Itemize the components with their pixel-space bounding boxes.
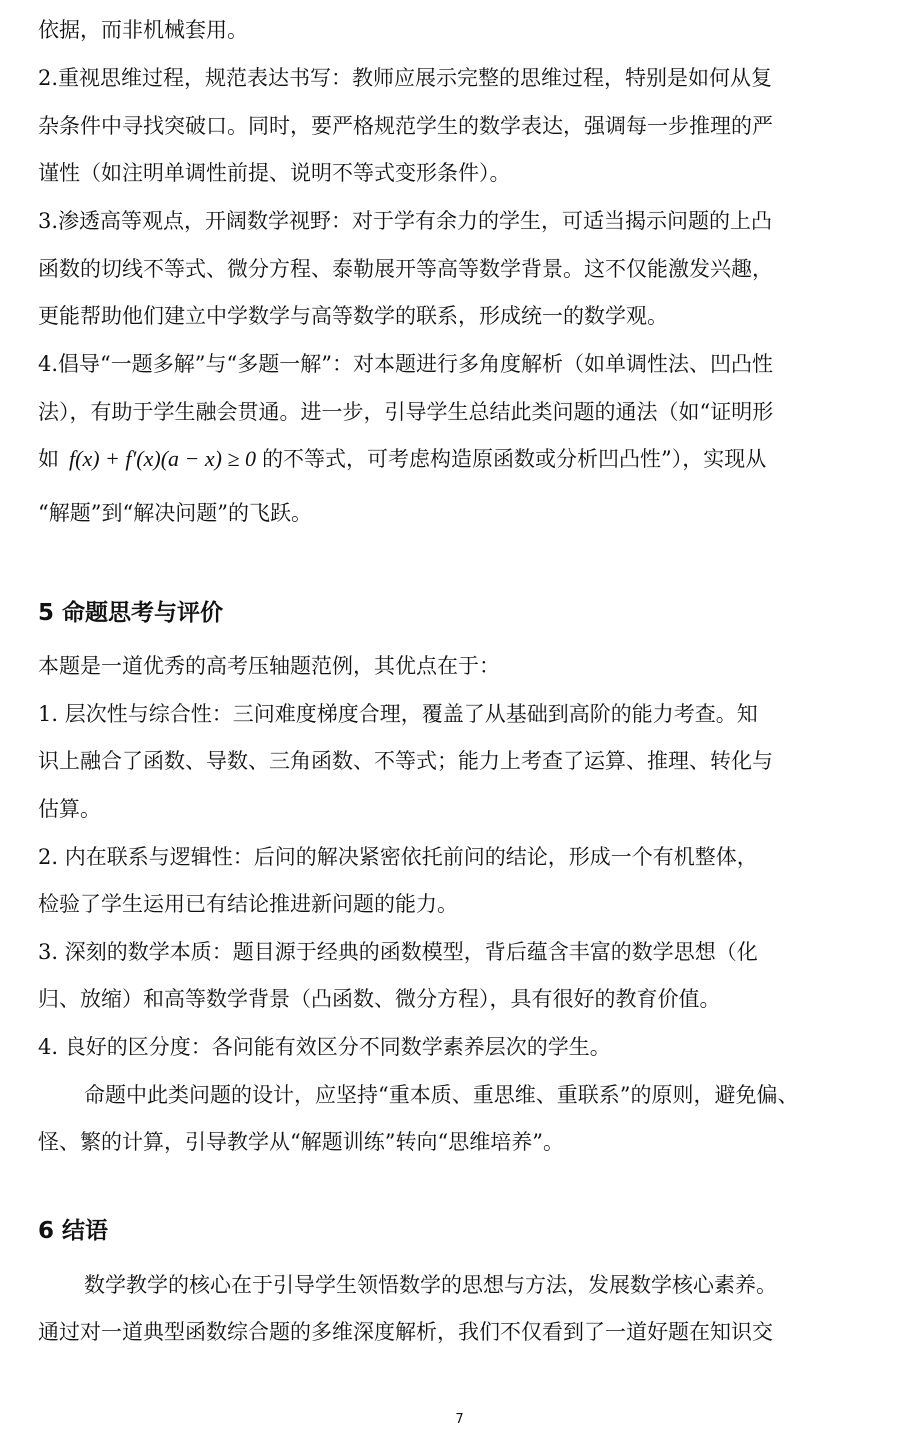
text-line: 估算。 — [38, 797, 101, 821]
text-line: 识上融合了函数、导数、三角函数、不等式；能力上考查了运算、推理、转化与 — [38, 749, 773, 773]
text-line: 杂条件中寻找突破口。同时，要严格规范学生的数学表达，强调每一步推理的严 — [38, 114, 773, 138]
text-line: 2.重视思维过程，规范表达书写：教师应展示完整的思维过程，特别是如何从复 — [38, 66, 773, 90]
text-line: 数学教学的核心在于引导学生领悟数学的思想与方法，发展数学核心素养。 — [84, 1273, 777, 1297]
text-line: 3.渗透高等观点，开阔数学视野：对于学有余力的学生，可适当揭示问题的上凸 — [38, 209, 773, 233]
text-line: 通过对一道典型函数综合题的多维深度解析，我们不仅看到了一道好题在知识交 — [38, 1320, 773, 1344]
text-line: 4.倡导“一题多解”与“多题一解”：对本题进行多角度解析（如单调性法、凹凸性 — [38, 352, 773, 376]
section-5-heading: 5 命题思考与评价 — [38, 600, 224, 626]
text-line: 1. 层次性与综合性：三问难度梯度合理，覆盖了从基础到高阶的能力考查。知 — [38, 702, 758, 726]
text-line: 谨性（如注明单调性前提、说明不等式变形条件）。 — [38, 161, 511, 185]
text-line: 命题中此类问题的设计，应坚持“重本质、重思维、重联系”的原则，避免偏、 — [84, 1083, 799, 1107]
text-line: 法），有助于学生融会贯通。进一步，引导学生总结此类问题的通法（如“证明形 — [38, 400, 774, 424]
text-line: 函数的切线不等式、微分方程、泰勒展开等高等数学背景。这不仅能激发兴趣， — [38, 257, 773, 281]
text-line: 怪、繁的计算，引导教学从“解题训练”转向“思维培养”。 — [38, 1130, 564, 1154]
text-line: 3. 深刻的数学本质：题目源于经典的函数模型，背后蕴含丰富的数学思想（化 — [38, 940, 758, 964]
page-number: 7 — [455, 1412, 464, 1427]
text-line: 归、放缩）和高等数学背景（凸函数、微分方程），具有很好的教育价值。 — [38, 987, 721, 1011]
text-line: 本题是一道优秀的高考压轴题范例，其优点在于： — [38, 654, 500, 678]
text-line: 2. 内在联系与逻辑性：后问的解决紧密依托前问的结论，形成一个有机整体， — [38, 845, 758, 869]
section-6-heading: 6 结语 — [38, 1218, 109, 1244]
text-line: 4. 良好的区分度：各问能有效区分不同数学素养层次的学生。 — [38, 1035, 611, 1059]
text-line: “解题”到“解决问题”的飞跃。 — [38, 501, 312, 525]
text-line: 检验了学生运用已有结论推进新问题的能力。 — [38, 892, 458, 916]
text-line: 依据，而非机械套用。 — [38, 18, 248, 42]
formula-suffix: 的不等式，可考虑构造原函数或分析凹凸性”），实现从 — [262, 447, 767, 471]
formula-prefix: 如 — [38, 447, 59, 471]
text-line: 更能帮助他们建立中学数学与高等数学的联系，形成统一的数学观。 — [38, 304, 668, 328]
formula-line — [38, 445, 766, 473]
inequality-formula: f(x) + f′(x)(a − x) ≥ 0 — [69, 446, 257, 471]
